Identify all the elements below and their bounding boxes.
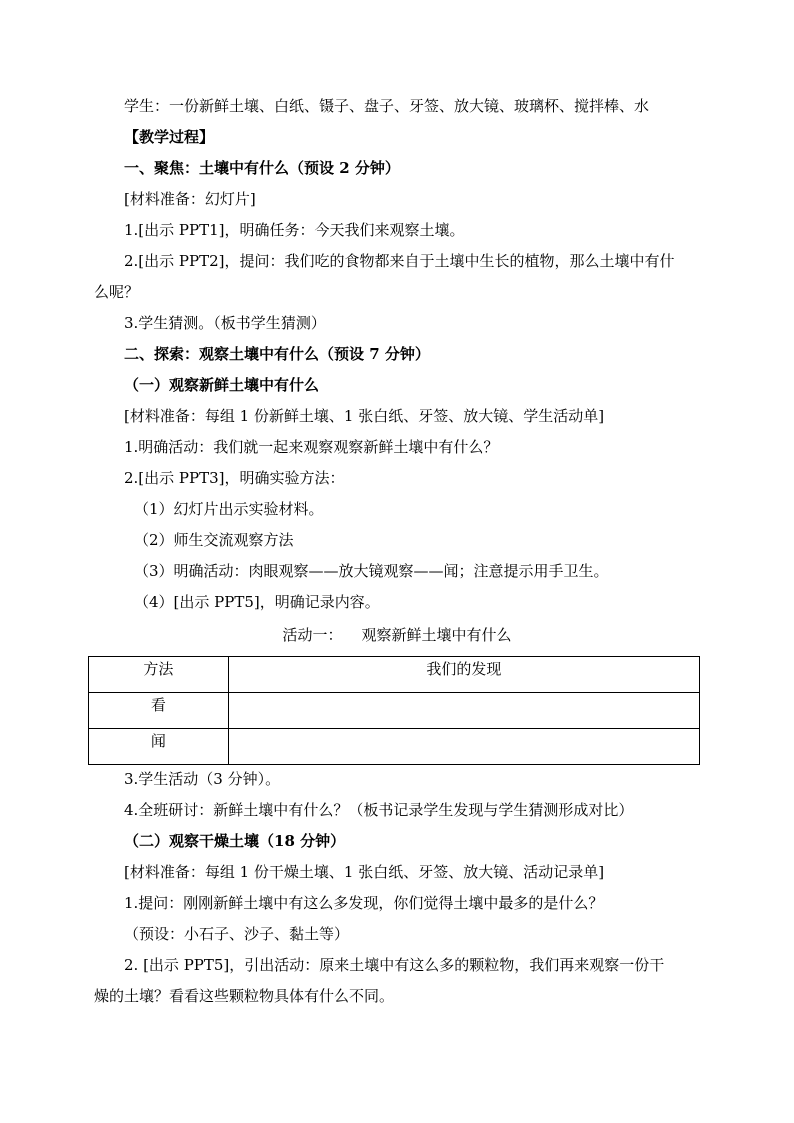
table-row — [89, 693, 700, 729]
table-cell-method: 闻 — [89, 729, 229, 765]
step-2-3: 3.学生活动（3 分钟）。 — [124, 770, 281, 788]
step-2-2: 2.[出示 PPT3]，明确实验方法： — [124, 469, 345, 487]
activity-table-caption: 活动一： 观察新鲜土壤中有什么 — [282, 626, 512, 644]
step-3-1: 1.提问：刚刚新鲜土壤中有这么多发现，你们觉得土壤中最多的是什么？ — [124, 894, 604, 912]
subsection-two-heading: （二）观察干燥土壤（18 分钟） — [124, 832, 346, 850]
section-one-heading: 一、聚焦：土壤中有什么（预设 2 分钟） — [124, 159, 400, 177]
materials-note-1: [材料准备：幻灯片] — [124, 190, 256, 208]
table-header-row — [89, 657, 700, 693]
table-cell-method: 看 — [89, 693, 229, 729]
step-2-1: 1.明确活动：我们就一起来观察观察新鲜土壤中有什么？ — [124, 438, 499, 456]
substep-3: （3）明确活动：肉眼观察——放大镜观察——闻；注意提示用手卫生。 — [134, 562, 609, 580]
substep-1: （1）幻灯片出示实验材料。 — [134, 500, 324, 518]
step-3-2: 2. [出示 PPT5]，引出活动：原来土壤中有这么多的颗粒物，我们再来观察一份干 — [124, 956, 665, 974]
table-header-method: 方法 — [89, 657, 229, 693]
table-row — [89, 729, 700, 765]
step-1-3: 3.学生猜测。（板书学生猜测） — [124, 314, 326, 332]
step-3-2-continued: 燥的土壤？看看这些颗粒物具体有什么不同。 — [94, 987, 395, 1005]
section-two-heading: 二、探索：观察土壤中有什么（预设 7 分钟） — [124, 345, 430, 363]
step-1-2-continued: 么呢？ — [94, 283, 140, 301]
step-1-1: 1.[出示 PPT1]，明确任务：今天我们来观察土壤。 — [124, 221, 465, 239]
step-3-1-prediction: （预设：小石子、沙子、黏土等） — [124, 925, 350, 943]
teaching-process-heading: 【教学过程】 — [124, 128, 215, 146]
materials-note-2: [材料准备：每组 1 份新鲜土壤、1 张白纸、牙签、放大镜、学生活动单] — [124, 407, 605, 425]
student-materials-line: 学生：一份新鲜土壤、白纸、镊子、盘子、牙签、放大镜、玻璃杯、搅拌棒、水 — [124, 97, 650, 115]
table-cell-findings — [228, 729, 699, 765]
subsection-one-heading: （一）观察新鲜土壤中有什么 — [124, 376, 320, 394]
step-1-2: 2.[出示 PPT2]，提问：我们吃的食物都来自于土壤中生长的植物，那么土壤中有什 — [124, 252, 675, 270]
table-cell-findings — [228, 693, 699, 729]
activity-record-table — [88, 656, 700, 765]
substep-2: （2）师生交流观察方法 — [134, 531, 294, 549]
step-2-4: 4.全班研讨：新鲜土壤中有什么？（板书记录学生发现与学生猜测形成对比） — [124, 801, 634, 819]
table-header-findings: 我们的发现 — [228, 657, 699, 693]
materials-note-3: [材料准备：每组 1 份干燥土壤、1 张白纸、牙签、放大镜、活动记录单] — [124, 863, 605, 881]
substep-4: （4）[出示 PPT5]，明确记录内容。 — [134, 593, 380, 611]
